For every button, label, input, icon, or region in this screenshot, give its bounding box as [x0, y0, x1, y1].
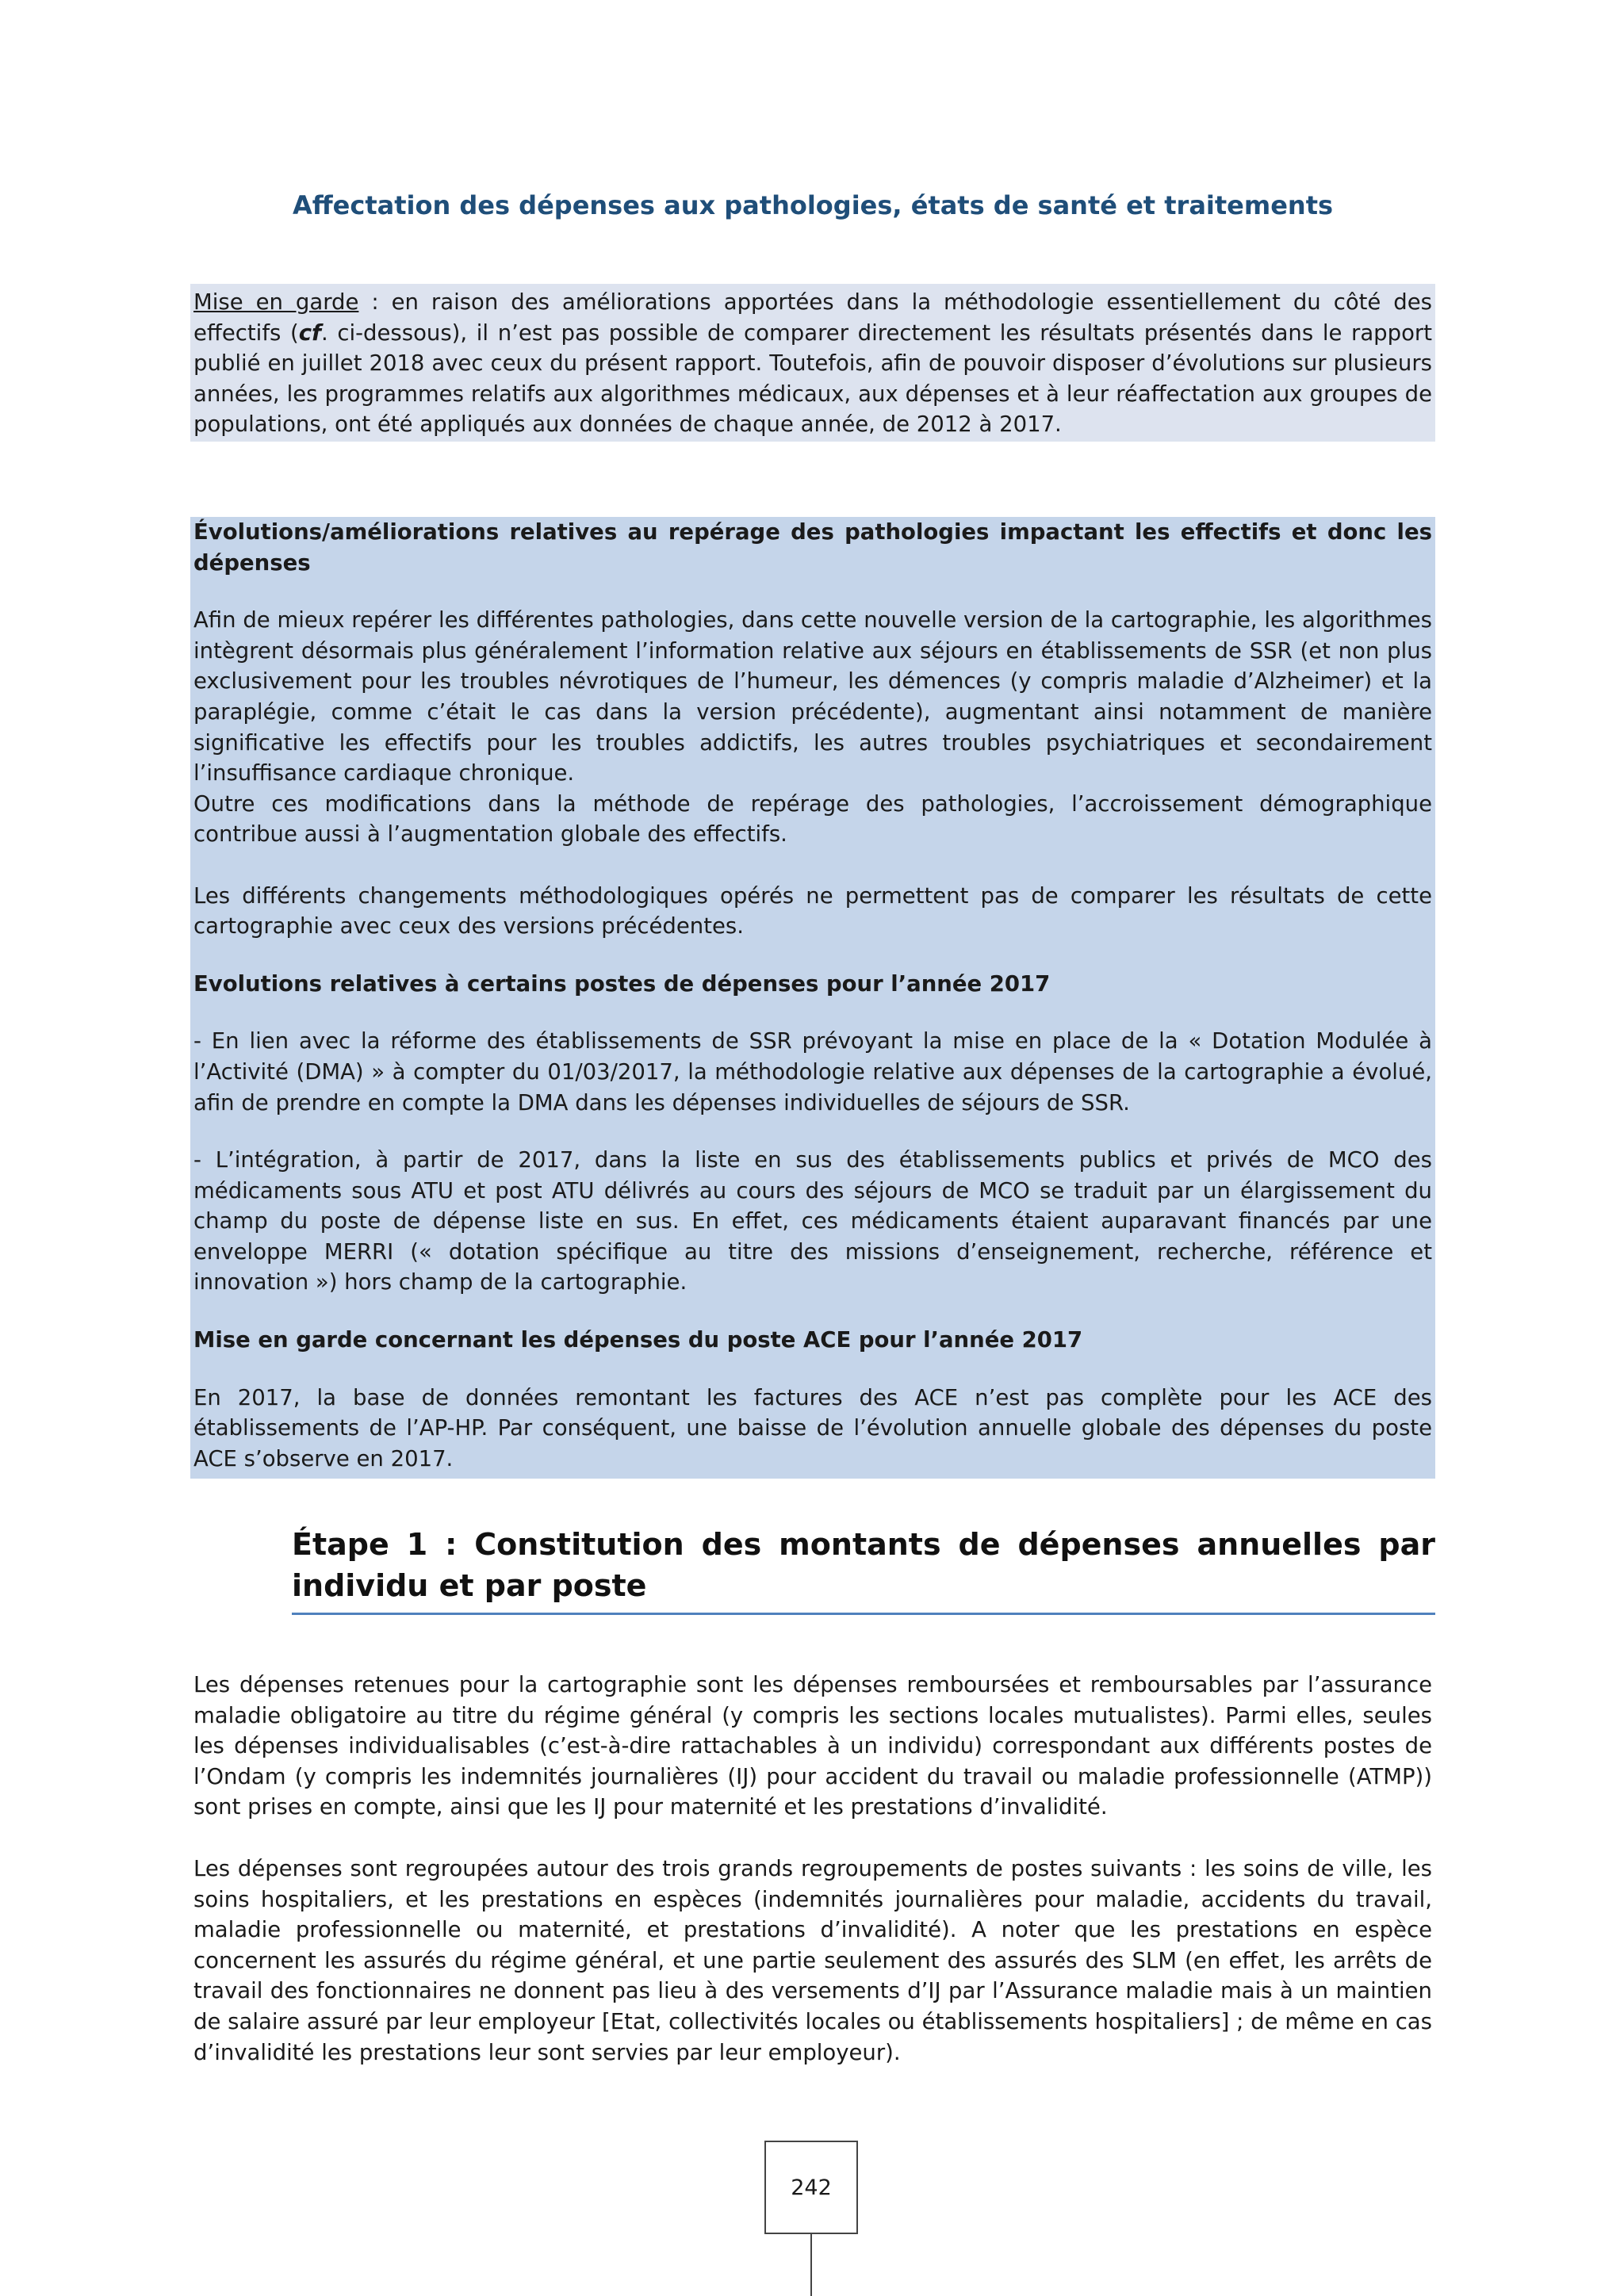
body-paragraph-1: Les dépenses retenues pour la cartographie sont les dépenses remboursées et remboursables par l’assurance maladie obligatoire au titre du régime général (y compris les sections locales mutualistes). Parmi elles, seules les dépenses individualisables (c’est-à-dire rattachables à un individu) correspondant aux différents postes de l’Ondam (y compris les indemnités journalières (IJ) pour accident du travail ou maladie professionnelle (ATMP)) sont prises en compte, ainsi que les IJ pour maternité et les prestations d’invalidité.: [193, 1672, 1432, 1820]
info-paragraph-4: - En lien avec la réforme des établissements de SSR prévoyant la mise en place de la « Dotation Modulée à l’Activité (DMA) » à compter du 01/03/2017, la méthodologie relative aux dépenses de la cartographie a évolué, afin de prendre en compte la DMA dans les dépenses individuelles de séjours de SSR.: [193, 1028, 1432, 1115]
warning-box: [190, 284, 1435, 442]
warning-label: Mise en garde: [193, 289, 359, 315]
info-paragraph-5: - L’intégration, à partir de 2017, dans la liste en sus des établissements publics et privés de MCO des médicaments sous ATU et post ATU délivrés au cours des séjours de MCO se traduit par un élargissement du champ du poste de dépense liste en sus. En effet, ces médicaments étaient auparavant financés par une enveloppe MERRI (« dotation spécifique au titre des missions d’enseignement, recherche, référence et innovation ») hors champ de la cartographie.: [193, 1147, 1432, 1295]
step-heading: Étape 1 : Constitution des montants de dépenses annuelles par individu et par poste: [292, 1524, 1435, 1615]
warning-text-part1: en raison des améliorations apportées dans la méthodologie essentiellement du côté des effectifs (: [193, 289, 1433, 346]
info-box: [190, 517, 1435, 1479]
info-heading-pathologies: Évolutions/améliorations relatives au repérage des pathologies impactant les effectifs et donc les dépenses: [193, 519, 1432, 576]
info-paragraph-1: Afin de mieux repérer les différentes pathologies, dans cette nouvelle version de la cartographie, les algorithmes intègrent désormais plus généralement l’information relative aux séjours en établissements de SSR (et non plus exclusivement pour les troubles névrotiques de l’humeur, les démences (y compris maladie d’Alzheimer) et la paraplégie, comme c’était le cas dans la version précédente), augmentant ainsi notamment de manière significative les effectifs pour les troubles addictifs, les autres troubles psychiatriques et secondairement l’insuffisance cardiaque chronique.: [193, 607, 1432, 786]
page-number-box: [764, 2141, 858, 2234]
body-paragraph-2: Les dépenses sont regroupées autour des trois grands regroupements de postes suivants : les soins de ville, les soins hospitaliers, et les prestations en espèces (indemnités journalières pour maladie, accidents du travail, maladie professionnelle ou maternité, et prestations d’invalidité). A noter que les prestations en espèce concernent les assurés du régime général, et une partie seulement des assurés des SLM (en effet, les arrêts de travail des fonctionnaires ne donnent pas lieu à des versements d’IJ par l’Assurance maladie mais à un maintien de salaire assuré par leur employeur [Etat, collectivités locales ou établissements hospitaliers] ; de même en cas d’invalidité les prestations leur sont servies par leur employeur).: [193, 1856, 1432, 2065]
page-number: 242: [791, 2175, 832, 2200]
warning-text-part2: . ci-dessous), il n’est pas possible de comparer directement les résultats présentés dans le rapport publié en juillet 2018 avec ceux du présent rapport. Toutefois, afin de pouvoir disposer d’évolutions sur plusieurs années, les programmes relatifs aux algorithmes médicaux, aux dépenses et à leur réaffectation aux groupes de populations, ont été appliqués aux données de chaque année, de 2012 à 2017.: [193, 320, 1433, 438]
info-paragraph-3: Les différents changements méthodologiques opérés ne permettent pas de comparer les résultats de cette cartographie avec ceux des versions précédentes.: [193, 882, 1432, 939]
info-heading-ace: Mise en garde concernant les dépenses du poste ACE pour l’année 2017: [193, 1327, 1083, 1353]
warning-separator: :: [358, 289, 392, 315]
info-paragraph-6: En 2017, la base de données remontant les factures des ACE n’est pas complète pour les ACE des établissements de l’AP-HP. Par conséquent, une baisse de l’évolution annuelle globale des dépenses du poste ACE s’observe en 2017.: [193, 1384, 1432, 1471]
info-heading-postes: Evolutions relatives à certains postes de dépenses pour l’année 2017: [193, 970, 1051, 997]
warning-cf: cf: [298, 320, 321, 346]
info-paragraph-2: Outre ces modifications dans la méthode de repérage des pathologies, l’accroissement démographique contribue aussi à l’augmentation globale des effectifs.: [193, 790, 1432, 848]
footer-connector-line: [810, 2234, 812, 2296]
page-title: Affectation des dépenses aux pathologies, états de santé et traitements: [292, 190, 1334, 220]
